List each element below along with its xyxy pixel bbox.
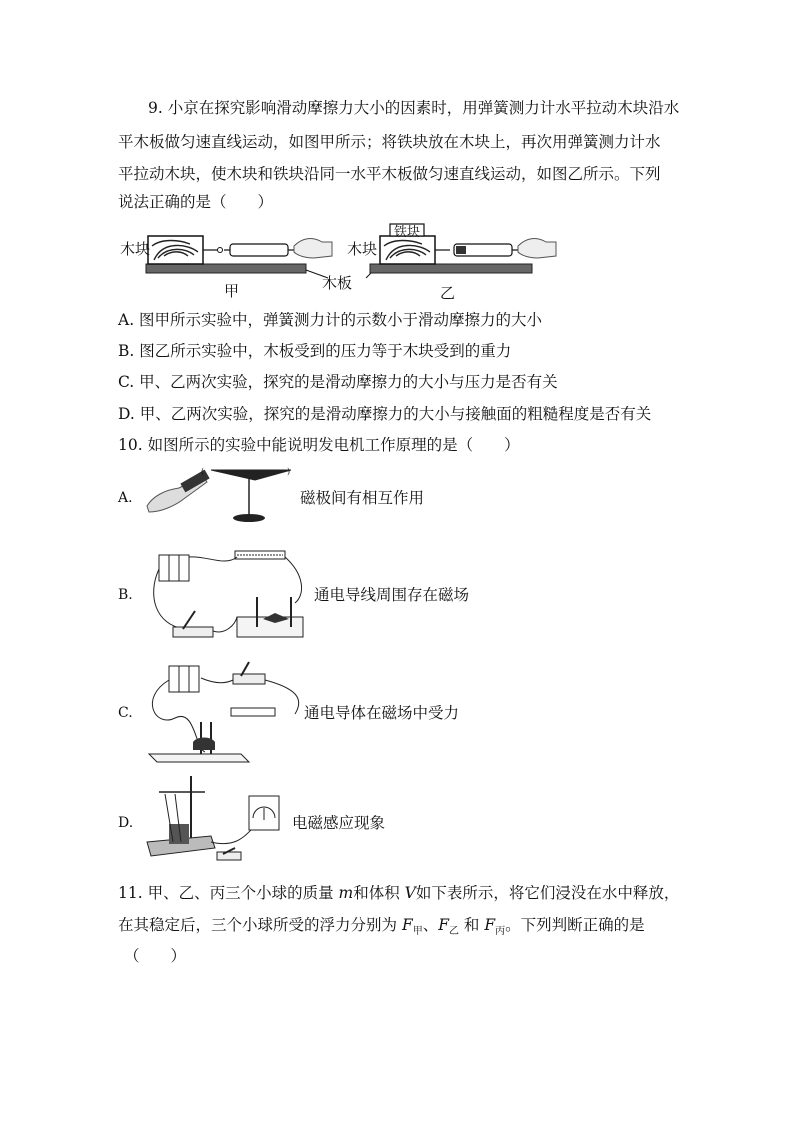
q11-sub-jia: 甲 — [412, 926, 423, 938]
q9-stem-line4: 说法正确的是（ ） — [118, 193, 274, 211]
q11-line1-b: 和体积 — [353, 884, 405, 902]
q10-stem: 10. 如图所示的实验中能说明发电机工作原理的是（ ） — [118, 436, 520, 454]
q11-var-m: m — [338, 884, 354, 902]
label-iron: 铁块 — [394, 225, 421, 240]
q11-line2-b: 。下列判断正确的是 — [505, 916, 645, 934]
q11-sep2: 和 — [458, 916, 485, 934]
q11-line1-c: 如下表所示，将它们浸没在水中释放， — [415, 884, 680, 902]
switch-icon — [217, 852, 241, 860]
q9-stem-line3: 平拉动木块，使木块和铁块沿同一水平木板做匀速直线运动，如图乙所示。下列 — [118, 165, 661, 183]
q10-option-d-desc: 电磁感应现象 — [292, 814, 386, 832]
q11-sep1: 、 — [422, 916, 439, 934]
q9-stem-line2: 平木板做匀速直线运动，如图甲所示；将铁块放在木块上，再次用弹簧测力计水 — [118, 133, 661, 151]
q11-stem-line3[interactable]: （ ） — [124, 947, 187, 965]
motor-principle-figure — [145, 658, 305, 768]
q9-option-b[interactable]: B. 图乙所示实验中，木板受到的压力等于木块受到的重力 — [118, 342, 512, 360]
switch-icon — [173, 627, 213, 637]
board-right — [370, 264, 532, 273]
battery-icon — [169, 666, 199, 692]
caption-jia: 甲 — [224, 282, 240, 300]
q10-option-c-desc: 通电导体在磁场中受力 — [304, 704, 460, 722]
q10-option-c-letter[interactable]: C. — [118, 705, 133, 721]
label-wood-left: 木块 — [120, 240, 151, 258]
switch-icon — [233, 674, 265, 684]
q9-option-d[interactable]: D. 甲、乙两次实验，探究的是滑动摩擦力的大小与接触面的粗糙程度是否有关 — [118, 405, 652, 423]
q11-force-2: F — [438, 916, 449, 934]
battery-icon — [159, 555, 189, 581]
q11-line2-a: 在其稳定后，三个小球所受的浮力分别为 — [118, 916, 402, 934]
q11-var-v: V — [404, 884, 416, 902]
q11-stem-line2 — [118, 915, 645, 942]
q9-option-a[interactable]: A. 图甲所示实验中，弹簧测力计的示数小于滑动摩擦力的大小 — [118, 311, 543, 329]
q9-option-c[interactable]: C. 甲、乙两次实验，探究的是滑动摩擦力的大小与压力是否有关 — [118, 373, 558, 391]
q11-force-3: F — [484, 916, 496, 934]
q10-option-d-letter[interactable]: D. — [118, 815, 134, 831]
q11-line1-a: 11. 甲、乙、丙三个小球的质量 — [118, 884, 339, 902]
q11-sub-yi: 乙 — [448, 926, 459, 938]
q10-option-b-desc: 通电导线周围存在磁场 — [314, 586, 470, 604]
hand-right-icon — [518, 239, 556, 258]
oersted-experiment-figure — [145, 545, 305, 645]
label-board: 木板 — [322, 274, 353, 292]
label-wood-right: 木块 — [347, 240, 378, 258]
caption-yi: 乙 — [440, 284, 456, 302]
q11-stem-line1 — [118, 883, 679, 903]
q10-option-b-letter[interactable]: B. — [118, 587, 133, 603]
q11-force-1: F — [401, 916, 413, 934]
rheostat-icon — [231, 708, 275, 716]
spring-gauge-left — [230, 244, 288, 256]
q10-option-a-desc: 磁极间有相互作用 — [300, 489, 425, 507]
electromagnetic-induction-figure — [145, 772, 285, 862]
board-left — [146, 264, 306, 273]
q10-option-a-letter[interactable]: A. — [118, 490, 133, 506]
q9-stem-line1: 9. 小京在探究影响滑动摩擦力大小的因素时，用弹簧测力计水平拉动木块沿水 — [148, 99, 680, 117]
hand-left-icon — [294, 239, 332, 258]
svg-text:): ) — [287, 467, 291, 476]
svg-text:(: ( — [201, 467, 205, 476]
magnet-needle-figure — [145, 466, 295, 526]
q11-sub-bing: 丙 — [495, 926, 506, 938]
